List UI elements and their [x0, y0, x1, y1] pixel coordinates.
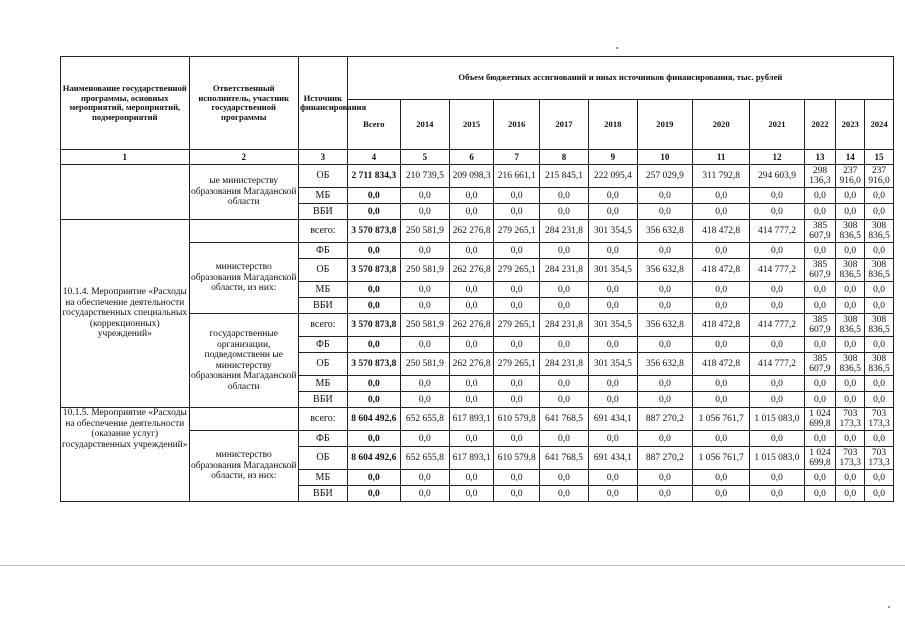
- value-cell: 262 276,8: [449, 353, 494, 376]
- value-cell: 0,0: [637, 376, 692, 392]
- value-cell: 3 570 873,8: [347, 259, 400, 282]
- value-cell: 0,0: [400, 376, 449, 392]
- value-cell: 617 893,1: [449, 408, 494, 431]
- header-volume-title: Объем бюджетных ассигнований и иных источников финансирования, тыс. рублей: [347, 57, 893, 100]
- value-cell: 294 603,9: [750, 165, 804, 188]
- value-cell: 610 579,8: [494, 408, 540, 431]
- value-cell: 0,0: [750, 204, 804, 220]
- header-row: [61, 57, 894, 100]
- source-cell: ОБ: [298, 447, 347, 470]
- value-cell: 641 768,5: [540, 447, 589, 470]
- value-cell: 0,0: [865, 376, 894, 392]
- value-cell: 0,0: [347, 431, 400, 447]
- value-cell: 1 024 699,8: [804, 447, 836, 470]
- source-cell: ВБИ: [298, 204, 347, 220]
- value-cell: 0,0: [449, 431, 494, 447]
- value-cell: 0,0: [804, 204, 836, 220]
- table-row: [61, 220, 894, 243]
- value-cell: 0,0: [449, 298, 494, 314]
- value-cell: 703 173,3: [865, 447, 894, 470]
- value-cell: 262 276,8: [449, 314, 494, 337]
- value-cell: 0,0: [693, 376, 750, 392]
- value-cell: 301 354,5: [588, 353, 637, 376]
- value-cell: 0,0: [750, 470, 804, 486]
- value-cell: 0,0: [400, 188, 449, 204]
- value-cell: 0,0: [804, 298, 836, 314]
- header-year: 2018: [588, 100, 637, 150]
- value-cell: 0,0: [400, 486, 449, 502]
- value-cell: 3 570 873,8: [347, 353, 400, 376]
- value-cell: 250 581,9: [400, 353, 449, 376]
- column-number: 1: [61, 150, 190, 165]
- value-cell: 385 607,9: [804, 314, 836, 337]
- value-cell: 0,0: [836, 470, 865, 486]
- value-cell: 0,0: [494, 392, 540, 408]
- header-year: 2020: [693, 100, 750, 150]
- value-cell: 0,0: [804, 431, 836, 447]
- value-cell: 703 173,3: [836, 447, 865, 470]
- value-cell: 250 581,9: [400, 259, 449, 282]
- value-cell: 0,0: [347, 243, 400, 259]
- value-cell: 0,0: [836, 243, 865, 259]
- value-cell: 0,0: [449, 486, 494, 502]
- column-numbers-row: [61, 150, 894, 165]
- source-cell: ОБ: [298, 353, 347, 376]
- value-cell: 0,0: [865, 337, 894, 353]
- source-cell: МБ: [298, 376, 347, 392]
- value-cell: 298 136,3: [804, 165, 836, 188]
- value-cell: 0,0: [637, 298, 692, 314]
- source-cell: ФБ: [298, 337, 347, 353]
- value-cell: 0,0: [637, 486, 692, 502]
- value-cell: 0,0: [347, 337, 400, 353]
- value-cell: 301 354,5: [588, 220, 637, 243]
- value-cell: 0,0: [750, 486, 804, 502]
- value-cell: 652 655,8: [400, 447, 449, 470]
- value-cell: 0,0: [693, 470, 750, 486]
- header-name: Наименование государственной программы, основных мероприятий, мероприятий, подмероприятий: [61, 57, 190, 150]
- value-cell: 0,0: [588, 470, 637, 486]
- value-cell: 0,0: [494, 243, 540, 259]
- value-cell: 0,0: [804, 392, 836, 408]
- value-cell: 0,0: [836, 298, 865, 314]
- value-cell: 385 607,9: [804, 220, 836, 243]
- value-cell: 209 098,3: [449, 165, 494, 188]
- source-cell: ВБИ: [298, 392, 347, 408]
- value-cell: 284 231,8: [540, 220, 589, 243]
- value-cell: 0,0: [400, 204, 449, 220]
- value-cell: 0,0: [540, 188, 589, 204]
- value-cell: 0,0: [865, 243, 894, 259]
- value-cell: 0,0: [588, 298, 637, 314]
- value-cell: 8 604 492,6: [347, 408, 400, 431]
- value-cell: 414 777,2: [750, 353, 804, 376]
- value-cell: 385 607,9: [804, 259, 836, 282]
- value-cell: 0,0: [637, 337, 692, 353]
- value-cell: 0,0: [865, 470, 894, 486]
- column-number: 5: [400, 150, 449, 165]
- source-cell: всего:: [298, 220, 347, 243]
- value-cell: 0,0: [588, 282, 637, 298]
- value-cell: 308 836,5: [865, 314, 894, 337]
- value-cell: 2 711 834,3: [347, 165, 400, 188]
- value-cell: 418 472,8: [693, 353, 750, 376]
- program-name-cell: 10.1.4. Мероприятие «Расходы на обеспечение деятельности государственных специальных (коррекционных) учреждений»: [61, 220, 190, 408]
- value-cell: 0,0: [750, 282, 804, 298]
- value-cell: 703 173,3: [865, 408, 894, 431]
- value-cell: 0,0: [693, 188, 750, 204]
- value-cell: 0,0: [750, 298, 804, 314]
- value-cell: 356 632,8: [637, 353, 692, 376]
- value-cell: 691 434,1: [588, 408, 637, 431]
- value-cell: 0,0: [804, 188, 836, 204]
- value-cell: 0,0: [804, 376, 836, 392]
- column-number: 8: [540, 150, 589, 165]
- value-cell: 0,0: [865, 188, 894, 204]
- column-number: 11: [693, 150, 750, 165]
- header-source: Источник финансирования: [298, 57, 347, 150]
- value-cell: 301 354,5: [588, 314, 637, 337]
- value-cell: 0,0: [400, 298, 449, 314]
- value-cell: 284 231,8: [540, 259, 589, 282]
- value-cell: 0,0: [588, 392, 637, 408]
- value-cell: 0,0: [449, 243, 494, 259]
- value-cell: 0,0: [836, 392, 865, 408]
- source-cell: ФБ: [298, 431, 347, 447]
- value-cell: 0,0: [804, 243, 836, 259]
- header-year: 2019: [637, 100, 692, 150]
- scan-dot: [888, 606, 890, 608]
- value-cell: 414 777,2: [750, 314, 804, 337]
- value-cell: 0,0: [494, 337, 540, 353]
- value-cell: 0,0: [588, 486, 637, 502]
- value-cell: 0,0: [637, 282, 692, 298]
- value-cell: 0,0: [494, 188, 540, 204]
- value-cell: 284 231,8: [540, 314, 589, 337]
- value-cell: 279 265,1: [494, 259, 540, 282]
- value-cell: 0,0: [836, 282, 865, 298]
- value-cell: 0,0: [347, 392, 400, 408]
- value-cell: 0,0: [693, 486, 750, 502]
- value-cell: 0,0: [540, 392, 589, 408]
- column-number: 14: [836, 150, 865, 165]
- value-cell: 216 661,1: [494, 165, 540, 188]
- column-number: 7: [494, 150, 540, 165]
- value-cell: 0,0: [693, 282, 750, 298]
- value-cell: 0,0: [693, 243, 750, 259]
- table-row: [61, 165, 894, 188]
- value-cell: 279 265,1: [494, 220, 540, 243]
- source-cell: всего:: [298, 408, 347, 431]
- column-number: 12: [750, 150, 804, 165]
- value-cell: 237 916,0: [836, 165, 865, 188]
- value-cell: 0,0: [588, 243, 637, 259]
- source-cell: ОБ: [298, 259, 347, 282]
- value-cell: 0,0: [400, 243, 449, 259]
- value-cell: 0,0: [750, 376, 804, 392]
- value-cell: 0,0: [540, 486, 589, 502]
- value-cell: 0,0: [540, 243, 589, 259]
- source-cell: ВБИ: [298, 486, 347, 502]
- value-cell: 0,0: [540, 337, 589, 353]
- value-cell: 308 836,5: [836, 314, 865, 337]
- column-number: 6: [449, 150, 494, 165]
- value-cell: 0,0: [637, 204, 692, 220]
- value-cell: 0,0: [836, 486, 865, 502]
- value-cell: 262 276,8: [449, 220, 494, 243]
- responsible-cell: ые министерству образования Магаданской области: [189, 165, 298, 220]
- value-cell: 0,0: [400, 337, 449, 353]
- value-cell: 652 655,8: [400, 408, 449, 431]
- scan-dot: [616, 47, 618, 49]
- value-cell: 0,0: [804, 282, 836, 298]
- value-cell: 0,0: [494, 470, 540, 486]
- value-cell: 0,0: [449, 337, 494, 353]
- value-cell: 308 836,5: [865, 259, 894, 282]
- header-responsible: Ответственный исполнитель, участник государственной программы: [189, 57, 298, 150]
- responsible-cell: государственные организации, подведомственн ые министерству образования Магаданской области: [189, 314, 298, 408]
- value-cell: 356 632,8: [637, 314, 692, 337]
- value-cell: 3 570 873,8: [347, 314, 400, 337]
- value-cell: 418 472,8: [693, 220, 750, 243]
- source-cell: ВБИ: [298, 298, 347, 314]
- value-cell: 0,0: [347, 486, 400, 502]
- value-cell: 308 836,5: [836, 220, 865, 243]
- value-cell: 0,0: [637, 188, 692, 204]
- value-cell: 356 632,8: [637, 259, 692, 282]
- value-cell: 1 056 761,7: [693, 447, 750, 470]
- value-cell: 0,0: [693, 298, 750, 314]
- value-cell: 0,0: [449, 204, 494, 220]
- value-cell: 210 739,5: [400, 165, 449, 188]
- column-number: 9: [588, 150, 637, 165]
- value-cell: 1 024 699,8: [804, 408, 836, 431]
- value-cell: 356 632,8: [637, 220, 692, 243]
- column-number: 2: [189, 150, 298, 165]
- value-cell: 0,0: [750, 431, 804, 447]
- value-cell: 0,0: [588, 376, 637, 392]
- value-cell: 284 231,8: [540, 353, 589, 376]
- value-cell: 0,0: [400, 392, 449, 408]
- source-cell: всего:: [298, 314, 347, 337]
- value-cell: 0,0: [494, 282, 540, 298]
- value-cell: 0,0: [588, 204, 637, 220]
- value-cell: 0,0: [400, 470, 449, 486]
- value-cell: 418 472,8: [693, 314, 750, 337]
- responsible-cell: [189, 408, 298, 431]
- column-number: 15: [865, 150, 894, 165]
- value-cell: 262 276,8: [449, 259, 494, 282]
- value-cell: 0,0: [836, 431, 865, 447]
- responsible-cell: [189, 220, 298, 243]
- value-cell: 0,0: [494, 431, 540, 447]
- value-cell: 3 570 873,8: [347, 220, 400, 243]
- value-cell: 887 270,2: [637, 447, 692, 470]
- header-year: 2023: [836, 100, 865, 150]
- value-cell: 308 836,5: [865, 353, 894, 376]
- scan-artifact-line: [0, 565, 905, 566]
- header-year: Всего: [347, 100, 400, 150]
- value-cell: 0,0: [804, 470, 836, 486]
- value-cell: 279 265,1: [494, 314, 540, 337]
- value-cell: 215 845,1: [540, 165, 589, 188]
- header-year: 2015: [449, 100, 494, 150]
- value-cell: 0,0: [637, 470, 692, 486]
- value-cell: 0,0: [540, 470, 589, 486]
- program-name-cell: [61, 165, 190, 220]
- value-cell: 0,0: [836, 376, 865, 392]
- value-cell: 0,0: [865, 282, 894, 298]
- column-number: 10: [637, 150, 692, 165]
- value-cell: 311 792,8: [693, 165, 750, 188]
- source-cell: МБ: [298, 188, 347, 204]
- value-cell: 0,0: [693, 392, 750, 408]
- value-cell: 0,0: [865, 392, 894, 408]
- value-cell: 0,0: [347, 298, 400, 314]
- column-number: 3: [298, 150, 347, 165]
- value-cell: 0,0: [449, 188, 494, 204]
- value-cell: 0,0: [865, 486, 894, 502]
- value-cell: 0,0: [347, 204, 400, 220]
- value-cell: 0,0: [637, 243, 692, 259]
- value-cell: 0,0: [347, 376, 400, 392]
- value-cell: 0,0: [400, 282, 449, 298]
- source-cell: МБ: [298, 470, 347, 486]
- program-name-cell: 10.1.5. Мероприятие «Расходы на обеспечение деятельности (оказание услуг) государственных учреждений»: [61, 408, 190, 502]
- value-cell: 0,0: [637, 392, 692, 408]
- value-cell: 0,0: [588, 337, 637, 353]
- value-cell: 1 056 761,7: [693, 408, 750, 431]
- value-cell: 0,0: [693, 431, 750, 447]
- value-cell: 0,0: [804, 486, 836, 502]
- value-cell: 0,0: [494, 298, 540, 314]
- value-cell: 0,0: [540, 431, 589, 447]
- value-cell: 703 173,3: [836, 408, 865, 431]
- value-cell: 308 836,5: [836, 353, 865, 376]
- header-year: 2014: [400, 100, 449, 150]
- value-cell: 279 265,1: [494, 353, 540, 376]
- header-year: 2017: [540, 100, 589, 150]
- responsible-cell: министерство образования Магаданской области, из них:: [189, 243, 298, 314]
- value-cell: 0,0: [750, 243, 804, 259]
- header-year: 2024: [865, 100, 894, 150]
- value-cell: 0,0: [494, 486, 540, 502]
- value-cell: 0,0: [588, 431, 637, 447]
- header-year: 2022: [804, 100, 836, 150]
- value-cell: 414 777,2: [750, 259, 804, 282]
- value-cell: 414 777,2: [750, 220, 804, 243]
- value-cell: 8 604 492,6: [347, 447, 400, 470]
- value-cell: 308 836,5: [865, 220, 894, 243]
- value-cell: 301 354,5: [588, 259, 637, 282]
- source-cell: ФБ: [298, 243, 347, 259]
- value-cell: 257 029,9: [637, 165, 692, 188]
- table-row: [61, 408, 894, 431]
- value-cell: 0,0: [865, 204, 894, 220]
- value-cell: 418 472,8: [693, 259, 750, 282]
- value-cell: 0,0: [449, 376, 494, 392]
- value-cell: 0,0: [693, 337, 750, 353]
- value-cell: 0,0: [836, 204, 865, 220]
- value-cell: 237 916,0: [865, 165, 894, 188]
- value-cell: 1 015 083,0: [750, 447, 804, 470]
- value-cell: 641 768,5: [540, 408, 589, 431]
- budget-table-page: [60, 56, 894, 502]
- header-year: 2021: [750, 100, 804, 150]
- value-cell: 0,0: [494, 376, 540, 392]
- value-cell: 0,0: [540, 282, 589, 298]
- value-cell: 0,0: [750, 392, 804, 408]
- value-cell: 0,0: [347, 282, 400, 298]
- value-cell: 250 581,9: [400, 220, 449, 243]
- value-cell: 0,0: [750, 337, 804, 353]
- value-cell: 250 581,9: [400, 314, 449, 337]
- value-cell: 691 434,1: [588, 447, 637, 470]
- value-cell: 222 095,4: [588, 165, 637, 188]
- value-cell: 0,0: [449, 392, 494, 408]
- value-cell: 0,0: [347, 188, 400, 204]
- column-number: 13: [804, 150, 836, 165]
- value-cell: 887 270,2: [637, 408, 692, 431]
- value-cell: 0,0: [588, 188, 637, 204]
- value-cell: 0,0: [804, 337, 836, 353]
- value-cell: 0,0: [540, 376, 589, 392]
- value-cell: 308 836,5: [836, 259, 865, 282]
- value-cell: 0,0: [836, 337, 865, 353]
- value-cell: 617 893,1: [449, 447, 494, 470]
- budget-allocation-table: [60, 56, 894, 502]
- value-cell: 0,0: [540, 204, 589, 220]
- value-cell: 1 015 083,0: [750, 408, 804, 431]
- value-cell: 0,0: [494, 204, 540, 220]
- value-cell: 0,0: [400, 431, 449, 447]
- column-number: 4: [347, 150, 400, 165]
- value-cell: 0,0: [449, 282, 494, 298]
- value-cell: 0,0: [865, 431, 894, 447]
- value-cell: 0,0: [449, 470, 494, 486]
- value-cell: 385 607,9: [804, 353, 836, 376]
- value-cell: 0,0: [750, 188, 804, 204]
- responsible-cell: министерство образования Магаданской области, из них:: [189, 431, 298, 502]
- header-year: 2016: [494, 100, 540, 150]
- value-cell: 0,0: [540, 298, 589, 314]
- value-cell: 0,0: [347, 470, 400, 486]
- value-cell: 610 579,8: [494, 447, 540, 470]
- value-cell: 0,0: [637, 431, 692, 447]
- source-cell: МБ: [298, 282, 347, 298]
- value-cell: 0,0: [865, 298, 894, 314]
- value-cell: 0,0: [836, 188, 865, 204]
- value-cell: 0,0: [693, 204, 750, 220]
- source-cell: ОБ: [298, 165, 347, 188]
